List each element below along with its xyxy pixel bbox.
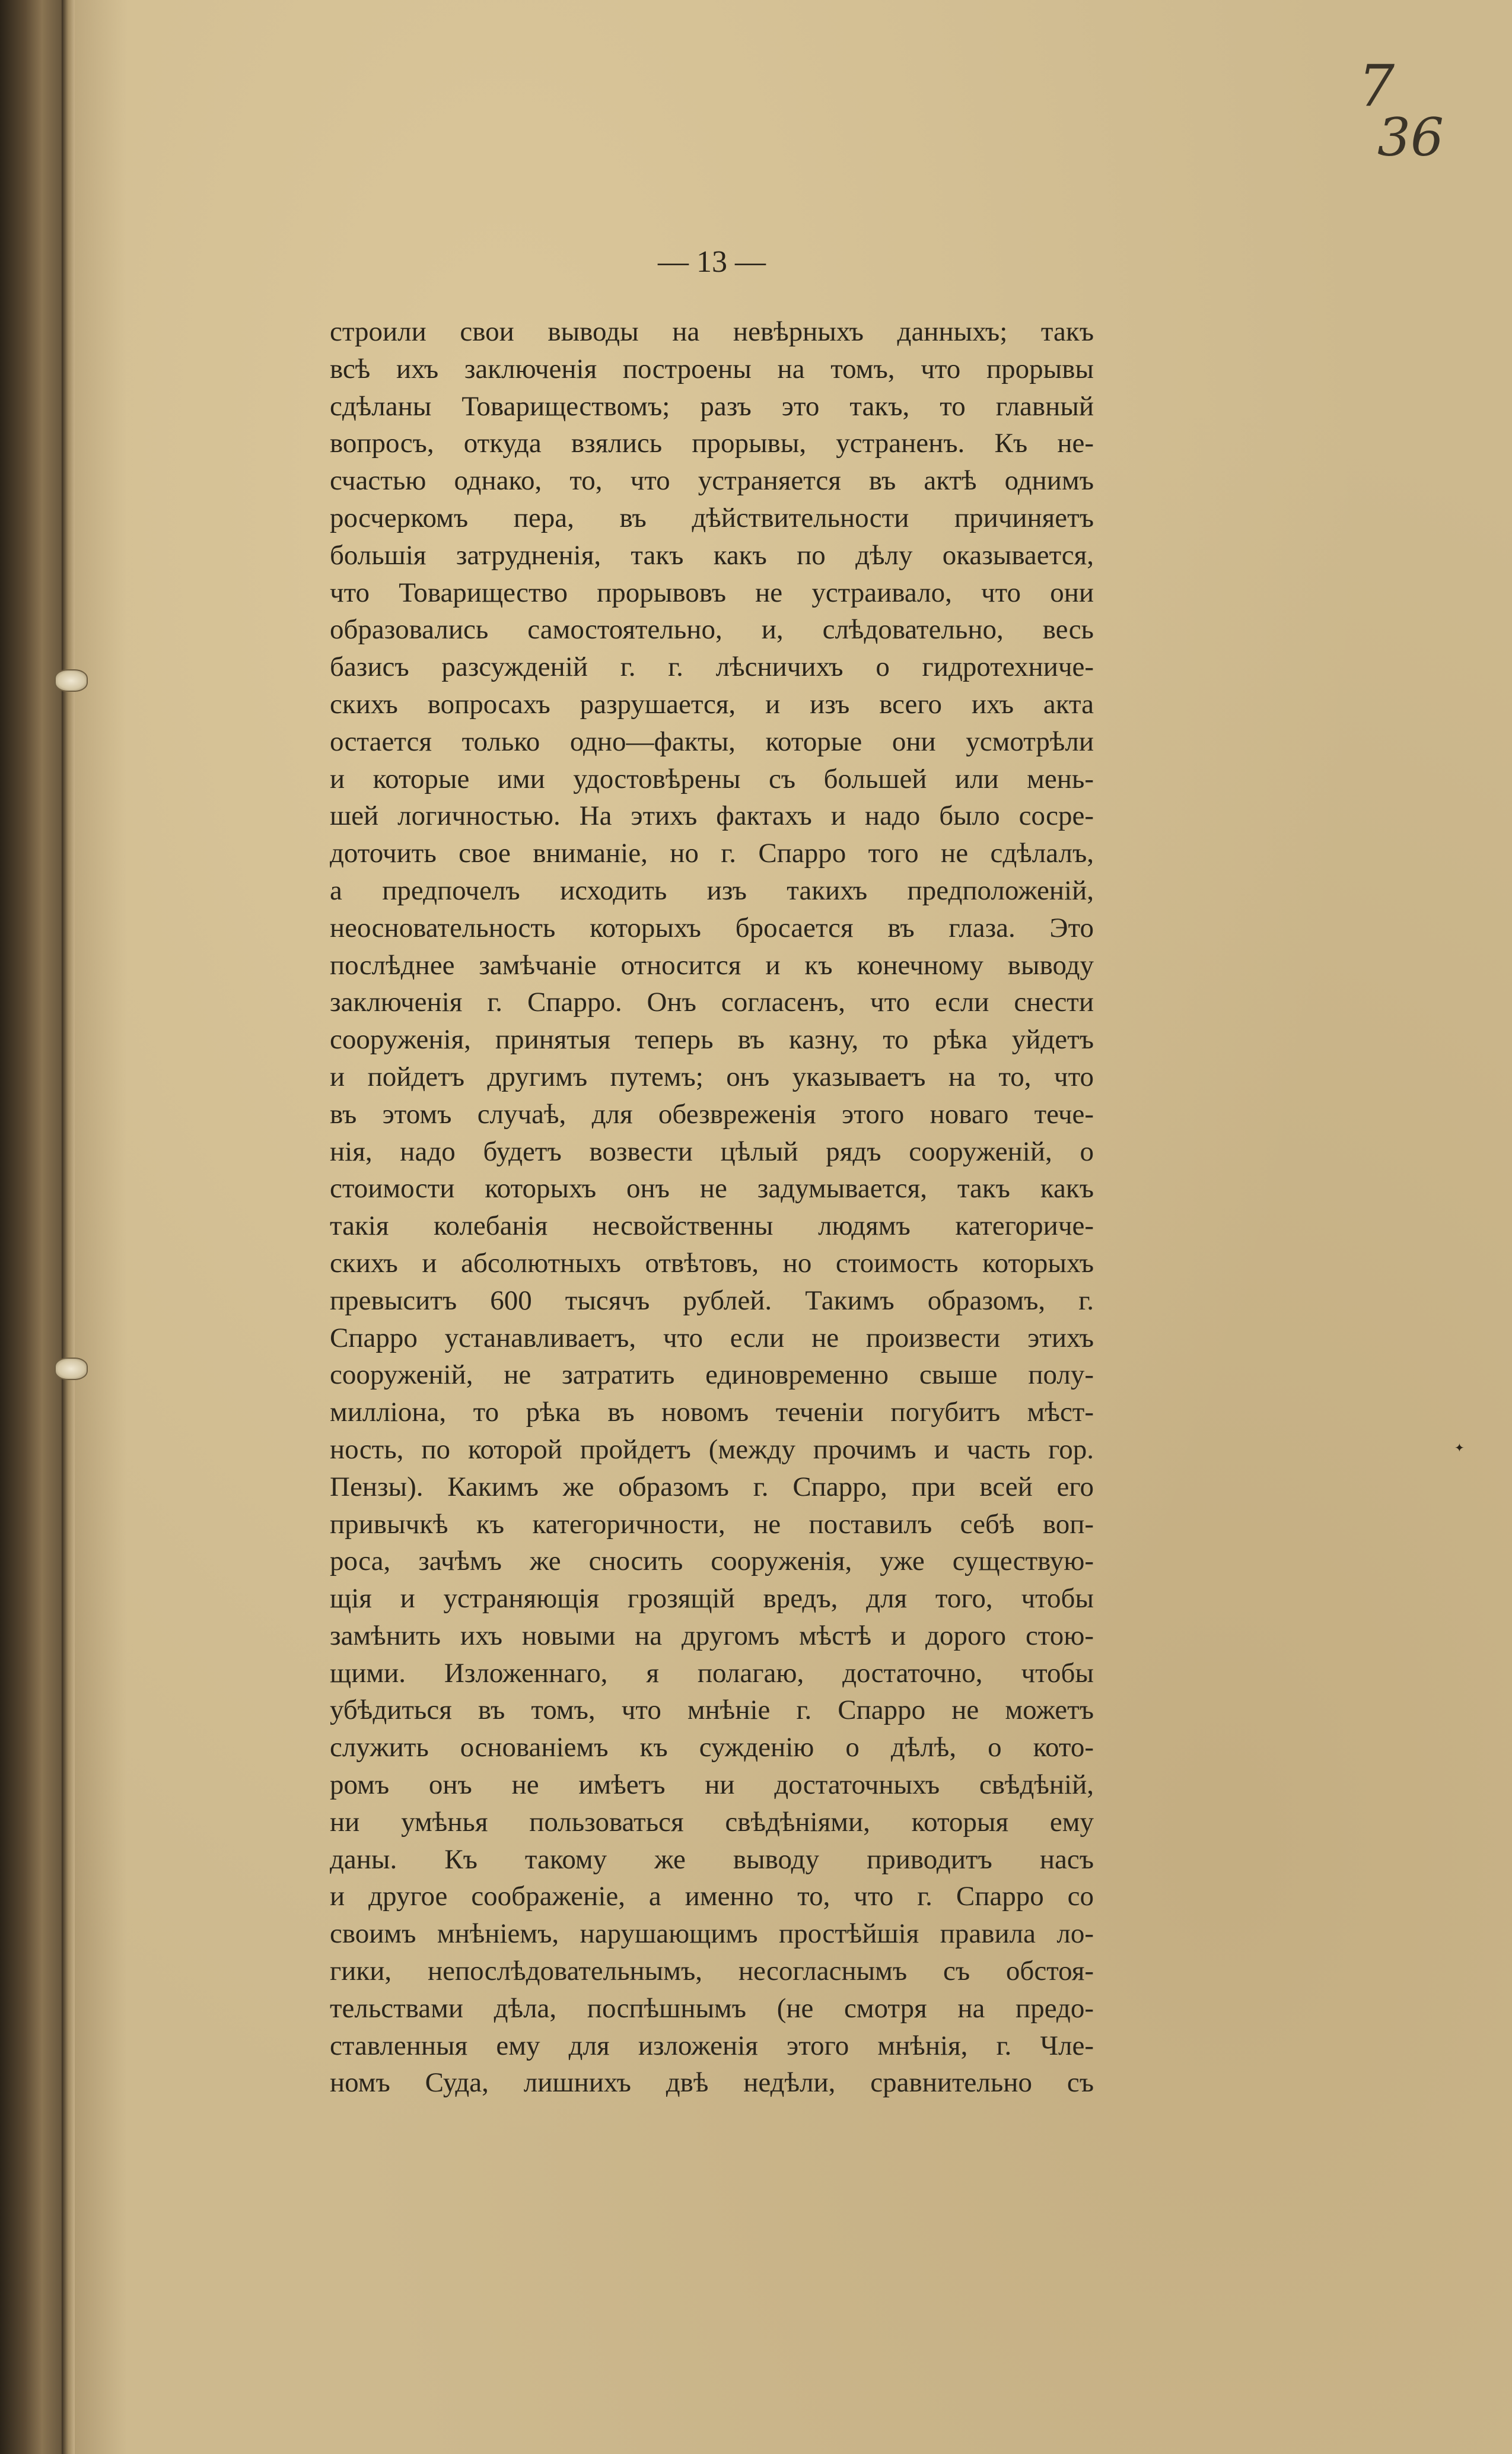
- text-line: ставленныя ему для изложенія этого мнѣнія, г. Чле-: [330, 2030, 1094, 2061]
- text-line: всѣ ихъ заключенія построены на томъ, что прорывы: [330, 353, 1094, 384]
- text-line: послѣднее замѣчаніе относится и къ конечному выводу: [330, 949, 1094, 981]
- text-line: что Товарищество прорывовъ не устраивало, что они: [330, 577, 1094, 608]
- text-line: строили свои выводы на невѣрныхъ данныхъ; такъ: [330, 316, 1094, 347]
- text-line: остается только одно—факты, которые они усмотрѣли: [330, 726, 1094, 757]
- text-line: неосновательность которыхъ бросается въ глаза. Это: [330, 912, 1094, 943]
- text-line: превыситъ 600 тысячъ рублей. Такимъ образомъ, г.: [330, 1285, 1094, 1316]
- text-line: росчеркомъ пера, въ дѣйствительности причиняетъ: [330, 502, 1094, 533]
- text-line: ни умѣнья пользоваться свѣдѣніями, которыя ему: [330, 1806, 1094, 1838]
- text-line: скихъ и абсолютныхъ отвѣтовъ, но стоимость которыхъ: [330, 1247, 1094, 1279]
- text-line: привычкѣ къ категоричности, не поставилъ себѣ воп-: [330, 1508, 1094, 1540]
- text-line: нія, надо будетъ возвести цѣлый рядъ сооруженій, о: [330, 1136, 1094, 1167]
- text-line: заключенія г. Спарро. Онъ согласенъ, что если снести: [330, 987, 1094, 1018]
- text-line: ность, по которой пройдетъ (между прочимъ и часть гор.: [330, 1433, 1094, 1465]
- text-line: замѣнить ихъ новыми на другомъ мѣстѣ и дорого стою-: [330, 1620, 1094, 1651]
- text-line: даны. Къ такому же выводу приводитъ насъ: [330, 1843, 1094, 1875]
- folio-annotation: [1352, 53, 1447, 172]
- text-line: вопросъ, откуда взялись прорывы, устраненъ. Къ не-: [330, 428, 1094, 459]
- text-line: образовались самостоятельно, и, слѣдовательно, весь: [330, 614, 1094, 646]
- text-line: сдѣланы Товариществомъ; разъ это такъ, то главный: [330, 390, 1094, 422]
- text-line: и другое соображеніе, а именно то, что г. Спарро со: [330, 1881, 1094, 1912]
- text-line: счастью однако, то, что устраняется въ актѣ однимъ: [330, 465, 1094, 497]
- text-line: служить основаніемъ къ сужденію о дѣлѣ, о кото-: [330, 1732, 1094, 1763]
- text-line: доточить свое вниманіе, но г. Спарро того не сдѣлалъ,: [330, 838, 1094, 869]
- text-line: гики, непослѣдовательнымъ, несогласнымъ съ обстоя-: [330, 1956, 1094, 1987]
- text-line: Пензы). Какимъ же образомъ г. Спарро, при всей его: [330, 1471, 1094, 1502]
- text-line: такія колебанія несвойственны людямъ категориче-: [330, 1210, 1094, 1242]
- page-binding-edge: [62, 0, 75, 2454]
- text-line: а предпочелъ исходить изъ такихъ предположеній,: [330, 875, 1094, 906]
- body-text: [330, 313, 1094, 2102]
- text-line: базисъ разсужденій г. г. лѣсничихъ о гидротехниче-: [330, 651, 1094, 683]
- text-line: Спарро устанавливаетъ, что если не произвести этихъ: [330, 1322, 1094, 1353]
- binding-stitch: [55, 669, 88, 692]
- binding-stitch: [55, 1358, 88, 1380]
- text-line: своимъ мнѣніемъ, нарушающимъ простѣйшія правила ло-: [330, 1918, 1094, 1950]
- page-number: — 13 —: [658, 245, 766, 279]
- text-line: милліона, то рѣка въ новомъ теченіи погубитъ мѣст-: [330, 1397, 1094, 1428]
- text-line: стоимости которыхъ онъ не задумывается, такъ какъ: [330, 1173, 1094, 1204]
- text-line: номъ Суда, лишнихъ двѣ недѣли, сравнительно съ: [330, 2067, 1094, 2099]
- folio-bottom: 36: [1377, 107, 1444, 168]
- text-line: ромъ онъ не имѣетъ ни достаточныхъ свѣдѣній,: [330, 1769, 1094, 1801]
- text-line: роса, зачѣмъ же сносить сооруженія, уже существую-: [330, 1546, 1094, 1577]
- text-line: тельствами дѣла, поспѣшнымъ (не смотря на предо-: [330, 1992, 1094, 2024]
- text-line: скихъ вопросахъ разрушается, и изъ всего ихъ акта: [330, 688, 1094, 720]
- binding-shadow: [0, 0, 70, 2454]
- text-line: шей логичностью. На этихъ фактахъ и надо было сосре-: [330, 800, 1094, 832]
- text-line: и которые ими удостовѣрены съ большей или мень-: [330, 763, 1094, 794]
- text-line: большія затрудненія, такъ какъ по дѣлу оказывается,: [330, 539, 1094, 571]
- text-line: въ этомъ случаѣ, для обезвреженія этого новаго тече-: [330, 1098, 1094, 1130]
- text-line: убѣдиться въ томъ, что мнѣніе г. Спарро не можетъ: [330, 1695, 1094, 1726]
- text-line: щими. Изложеннаго, я полагаю, достаточно, чтобы: [330, 1657, 1094, 1689]
- text-line: сооруженія, принятыя теперь въ казну, то рѣка уйдетъ: [330, 1024, 1094, 1056]
- text-line: сооруженій, не затратить единовременно свыше полу-: [330, 1359, 1094, 1391]
- text-line: щія и устраняющія грозящій вредъ, для того, чтобы: [330, 1583, 1094, 1614]
- text-line: и пойдетъ другимъ путемъ; онъ указываетъ на то, что: [330, 1061, 1094, 1092]
- edge-mark-icon: ✦: [1454, 1441, 1465, 1455]
- folio-top: 7: [1358, 53, 1395, 119]
